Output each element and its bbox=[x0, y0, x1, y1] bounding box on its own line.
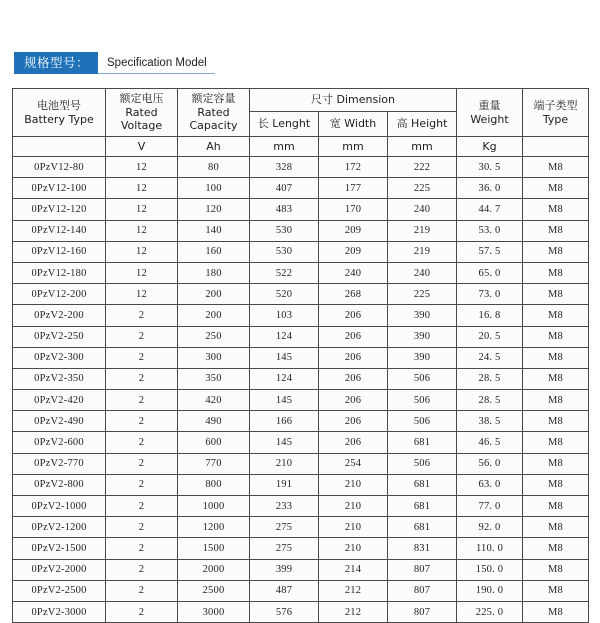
cell-length: 275 bbox=[250, 517, 319, 538]
cell-model: 0PzV12-200 bbox=[13, 284, 106, 305]
cell-voltage: 2 bbox=[106, 538, 178, 559]
cell-height: 225 bbox=[388, 284, 457, 305]
cell-length: 530 bbox=[250, 220, 319, 241]
cell-weight: 24. 5 bbox=[457, 347, 523, 368]
cell-voltage: 12 bbox=[106, 241, 178, 262]
cell-capacity: 800 bbox=[178, 474, 250, 495]
table-row bbox=[13, 559, 589, 580]
cell-capacity: 160 bbox=[178, 241, 250, 262]
cell-capacity: 1200 bbox=[178, 517, 250, 538]
cell-capacity: 250 bbox=[178, 326, 250, 347]
cell-length: 328 bbox=[250, 157, 319, 178]
cell-width: 170 bbox=[319, 199, 388, 220]
cell-height: 506 bbox=[388, 390, 457, 411]
column-header-rated-voltage bbox=[106, 89, 178, 137]
table-row bbox=[13, 411, 589, 432]
cell-weight: 57. 5 bbox=[457, 241, 523, 262]
cell-width: 268 bbox=[319, 284, 388, 305]
cell-weight: 46. 5 bbox=[457, 432, 523, 453]
cell-capacity: 1500 bbox=[178, 538, 250, 559]
cell-width: 206 bbox=[319, 368, 388, 389]
cell-weight: 56. 0 bbox=[457, 453, 523, 474]
cell-voltage: 2 bbox=[106, 305, 178, 326]
cell-model: 0PzV2-3000 bbox=[13, 601, 106, 622]
cell-length: 191 bbox=[250, 474, 319, 495]
cell-length: 522 bbox=[250, 262, 319, 283]
cell-terminal: M8 bbox=[523, 411, 589, 432]
cell-capacity: 490 bbox=[178, 411, 250, 432]
table-row bbox=[13, 432, 589, 453]
cell-capacity: 80 bbox=[178, 157, 250, 178]
cell-weight: 38. 5 bbox=[457, 411, 523, 432]
cell-capacity: 2000 bbox=[178, 559, 250, 580]
cell-terminal: M8 bbox=[523, 241, 589, 262]
cell-weight: 77. 0 bbox=[457, 496, 523, 517]
weight-en: Weight bbox=[470, 112, 509, 126]
battery-type-en: Battery Type bbox=[24, 112, 94, 126]
cell-voltage: 12 bbox=[106, 178, 178, 199]
cell-voltage: 2 bbox=[106, 368, 178, 389]
column-header-rated-capacity bbox=[178, 89, 250, 137]
cell-voltage: 2 bbox=[106, 453, 178, 474]
cell-voltage: 2 bbox=[106, 390, 178, 411]
table-header bbox=[13, 89, 589, 157]
cell-weight: 30. 5 bbox=[457, 157, 523, 178]
cell-width: 210 bbox=[319, 496, 388, 517]
cell-model: 0PzV2-2500 bbox=[13, 580, 106, 601]
cell-weight: 53. 0 bbox=[457, 220, 523, 241]
cell-width: 206 bbox=[319, 347, 388, 368]
cell-model: 0PzV2-1200 bbox=[13, 517, 106, 538]
cell-model: 0PzV2-800 bbox=[13, 474, 106, 495]
cell-length: 210 bbox=[250, 453, 319, 474]
cell-height: 390 bbox=[388, 347, 457, 368]
cell-weight: 225. 0 bbox=[457, 601, 523, 622]
cell-weight: 190. 0 bbox=[457, 580, 523, 601]
rated-capacity-en: Capacity bbox=[189, 119, 238, 133]
cell-voltage: 2 bbox=[106, 580, 178, 601]
cell-height: 219 bbox=[388, 241, 457, 262]
table-row bbox=[13, 453, 589, 474]
cell-voltage: 2 bbox=[106, 474, 178, 495]
cell-height: 222 bbox=[388, 157, 457, 178]
cell-model: 0PzV12-180 bbox=[13, 262, 106, 283]
cell-length: 145 bbox=[250, 432, 319, 453]
table-row bbox=[13, 517, 589, 538]
cell-weight: 65. 0 bbox=[457, 262, 523, 283]
cell-width: 206 bbox=[319, 390, 388, 411]
cell-length: 145 bbox=[250, 347, 319, 368]
cell-capacity: 1000 bbox=[178, 496, 250, 517]
table-row bbox=[13, 220, 589, 241]
cell-length: 103 bbox=[250, 305, 319, 326]
table-header-row-units bbox=[13, 137, 589, 157]
cell-voltage: 12 bbox=[106, 199, 178, 220]
cell-voltage: 12 bbox=[106, 284, 178, 305]
cell-length: 399 bbox=[250, 559, 319, 580]
cell-model: 0PzV2-250 bbox=[13, 326, 106, 347]
cell-height: 240 bbox=[388, 262, 457, 283]
cell-length: 145 bbox=[250, 390, 319, 411]
cell-voltage: 12 bbox=[106, 262, 178, 283]
cell-width: 212 bbox=[319, 601, 388, 622]
cell-terminal: M8 bbox=[523, 178, 589, 199]
cell-voltage: 2 bbox=[106, 559, 178, 580]
cell-height: 681 bbox=[388, 474, 457, 495]
cell-length: 124 bbox=[250, 326, 319, 347]
cell-height: 506 bbox=[388, 411, 457, 432]
unit-battery-type bbox=[13, 137, 106, 157]
cell-voltage: 2 bbox=[106, 496, 178, 517]
unit-length: mm bbox=[250, 137, 319, 157]
cell-capacity: 2500 bbox=[178, 580, 250, 601]
cell-height: 240 bbox=[388, 199, 457, 220]
cell-weight: 92. 0 bbox=[457, 517, 523, 538]
cell-model: 0PzV2-300 bbox=[13, 347, 106, 368]
cell-width: 254 bbox=[319, 453, 388, 474]
cell-width: 172 bbox=[319, 157, 388, 178]
cell-model: 0PzV2-1500 bbox=[13, 538, 106, 559]
column-header-weight bbox=[457, 89, 523, 137]
cell-voltage: 2 bbox=[106, 601, 178, 622]
cell-terminal: M8 bbox=[523, 326, 589, 347]
table-row bbox=[13, 241, 589, 262]
cell-terminal: M8 bbox=[523, 580, 589, 601]
cell-width: 240 bbox=[319, 262, 388, 283]
cell-terminal: M8 bbox=[523, 453, 589, 474]
cell-capacity: 770 bbox=[178, 453, 250, 474]
cell-model: 0PzV2-200 bbox=[13, 305, 106, 326]
specification-table-container bbox=[12, 88, 588, 623]
cell-height: 831 bbox=[388, 538, 457, 559]
table-row bbox=[13, 390, 589, 411]
cell-length: 275 bbox=[250, 538, 319, 559]
cell-terminal: M8 bbox=[523, 199, 589, 220]
cell-terminal: M8 bbox=[523, 496, 589, 517]
unit-voltage: V bbox=[106, 137, 178, 157]
cell-width: 206 bbox=[319, 432, 388, 453]
cell-terminal: M8 bbox=[523, 220, 589, 241]
cell-length: 124 bbox=[250, 368, 319, 389]
column-header-width: 宽 Width bbox=[319, 112, 388, 137]
cell-voltage: 2 bbox=[106, 411, 178, 432]
table-row bbox=[13, 262, 589, 283]
cell-weight: 110. 0 bbox=[457, 538, 523, 559]
cell-height: 807 bbox=[388, 559, 457, 580]
cell-width: 210 bbox=[319, 538, 388, 559]
cell-model: 0PzV2-770 bbox=[13, 453, 106, 474]
cell-width: 209 bbox=[319, 220, 388, 241]
cell-voltage: 12 bbox=[106, 157, 178, 178]
table-row bbox=[13, 601, 589, 622]
cell-capacity: 180 bbox=[178, 262, 250, 283]
cell-length: 576 bbox=[250, 601, 319, 622]
cell-model: 0PzV12-120 bbox=[13, 199, 106, 220]
cell-weight: 63. 0 bbox=[457, 474, 523, 495]
table-row bbox=[13, 178, 589, 199]
weight-cn: 重量 bbox=[478, 98, 501, 112]
unit-capacity: Ah bbox=[178, 137, 250, 157]
cell-height: 807 bbox=[388, 580, 457, 601]
cell-height: 681 bbox=[388, 496, 457, 517]
table-row bbox=[13, 199, 589, 220]
cell-terminal: M8 bbox=[523, 262, 589, 283]
cell-length: 487 bbox=[250, 580, 319, 601]
cell-width: 210 bbox=[319, 517, 388, 538]
cell-terminal: M8 bbox=[523, 517, 589, 538]
cell-length: 530 bbox=[250, 241, 319, 262]
cell-terminal: M8 bbox=[523, 559, 589, 580]
column-header-dimension-group: 尺寸 Dimension bbox=[250, 89, 457, 112]
banner-subtitle: Specification Model bbox=[98, 52, 215, 74]
cell-weight: 28. 5 bbox=[457, 390, 523, 411]
cell-terminal: M8 bbox=[523, 157, 589, 178]
cell-height: 807 bbox=[388, 601, 457, 622]
table-body bbox=[13, 157, 589, 623]
cell-capacity: 100 bbox=[178, 178, 250, 199]
battery-specification-table bbox=[12, 88, 589, 623]
cell-weight: 20. 5 bbox=[457, 326, 523, 347]
cell-terminal: M8 bbox=[523, 347, 589, 368]
cell-length: 520 bbox=[250, 284, 319, 305]
table-row bbox=[13, 284, 589, 305]
cell-model: 0PzV2-2000 bbox=[13, 559, 106, 580]
cell-width: 206 bbox=[319, 305, 388, 326]
cell-height: 506 bbox=[388, 453, 457, 474]
specification-banner bbox=[14, 52, 215, 74]
table-header-row-main bbox=[13, 89, 589, 112]
cell-height: 681 bbox=[388, 517, 457, 538]
cell-capacity: 3000 bbox=[178, 601, 250, 622]
cell-terminal: M8 bbox=[523, 390, 589, 411]
cell-capacity: 420 bbox=[178, 390, 250, 411]
cell-model: 0PzV2-1000 bbox=[13, 496, 106, 517]
cell-height: 225 bbox=[388, 178, 457, 199]
banner-tag-label: 规格型号： bbox=[14, 52, 98, 74]
column-header-terminal-type: 端子类型Type bbox=[523, 89, 589, 137]
cell-capacity: 200 bbox=[178, 284, 250, 305]
table-row bbox=[13, 474, 589, 495]
cell-terminal: M8 bbox=[523, 305, 589, 326]
unit-height: mm bbox=[388, 137, 457, 157]
cell-weight: 36. 0 bbox=[457, 178, 523, 199]
battery-type-cn: 电池型号 bbox=[37, 98, 81, 112]
unit-weight: Kg bbox=[457, 137, 523, 157]
unit-terminal bbox=[523, 137, 589, 157]
cell-width: 212 bbox=[319, 580, 388, 601]
cell-capacity: 200 bbox=[178, 305, 250, 326]
cell-length: 407 bbox=[250, 178, 319, 199]
cell-width: 177 bbox=[319, 178, 388, 199]
cell-capacity: 140 bbox=[178, 220, 250, 241]
cell-length: 233 bbox=[250, 496, 319, 517]
cell-capacity: 120 bbox=[178, 199, 250, 220]
cell-weight: 16. 8 bbox=[457, 305, 523, 326]
cell-voltage: 2 bbox=[106, 432, 178, 453]
cell-width: 210 bbox=[319, 474, 388, 495]
cell-voltage: 12 bbox=[106, 220, 178, 241]
cell-height: 390 bbox=[388, 326, 457, 347]
table-row bbox=[13, 496, 589, 517]
table-row bbox=[13, 326, 589, 347]
cell-height: 219 bbox=[388, 220, 457, 241]
column-header-height: 高 Height bbox=[388, 112, 457, 137]
cell-model: 0PzV2-490 bbox=[13, 411, 106, 432]
rated-voltage-cn: 额定电压 bbox=[119, 91, 164, 105]
cell-model: 0PzV12-160 bbox=[13, 241, 106, 262]
cell-weight: 150. 0 bbox=[457, 559, 523, 580]
cell-weight: 44. 7 bbox=[457, 199, 523, 220]
cell-width: 206 bbox=[319, 326, 388, 347]
cell-weight: 73. 0 bbox=[457, 284, 523, 305]
cell-voltage: 2 bbox=[106, 347, 178, 368]
unit-width: mm bbox=[319, 137, 388, 157]
cell-terminal: M8 bbox=[523, 601, 589, 622]
cell-terminal: M8 bbox=[523, 432, 589, 453]
cell-voltage: 2 bbox=[106, 326, 178, 347]
cell-length: 166 bbox=[250, 411, 319, 432]
cell-capacity: 350 bbox=[178, 368, 250, 389]
table-row bbox=[13, 580, 589, 601]
table-row bbox=[13, 157, 589, 178]
column-header-battery-type bbox=[13, 89, 106, 137]
rated-voltage-en: Rated Voltage bbox=[120, 105, 163, 133]
cell-voltage: 2 bbox=[106, 517, 178, 538]
cell-weight: 28. 5 bbox=[457, 368, 523, 389]
cell-length: 483 bbox=[250, 199, 319, 220]
table-row bbox=[13, 368, 589, 389]
cell-capacity: 600 bbox=[178, 432, 250, 453]
table-row bbox=[13, 538, 589, 559]
cell-model: 0PzV2-350 bbox=[13, 368, 106, 389]
cell-width: 214 bbox=[319, 559, 388, 580]
cell-terminal: M8 bbox=[523, 474, 589, 495]
rated-capacity-cn: 额定容量Rated bbox=[191, 91, 236, 119]
cell-height: 506 bbox=[388, 368, 457, 389]
cell-model: 0PzV12-100 bbox=[13, 178, 106, 199]
cell-capacity: 300 bbox=[178, 347, 250, 368]
cell-width: 206 bbox=[319, 411, 388, 432]
cell-model: 0PzV12-80 bbox=[13, 157, 106, 178]
cell-model: 0PzV2-600 bbox=[13, 432, 106, 453]
table-row bbox=[13, 305, 589, 326]
cell-terminal: M8 bbox=[523, 538, 589, 559]
cell-terminal: M8 bbox=[523, 368, 589, 389]
table-row bbox=[13, 347, 589, 368]
column-header-length: 长 Lenght bbox=[250, 112, 319, 137]
cell-model: 0PzV12-140 bbox=[13, 220, 106, 241]
cell-model: 0PzV2-420 bbox=[13, 390, 106, 411]
cell-terminal: M8 bbox=[523, 284, 589, 305]
cell-width: 209 bbox=[319, 241, 388, 262]
cell-height: 390 bbox=[388, 305, 457, 326]
cell-height: 681 bbox=[388, 432, 457, 453]
